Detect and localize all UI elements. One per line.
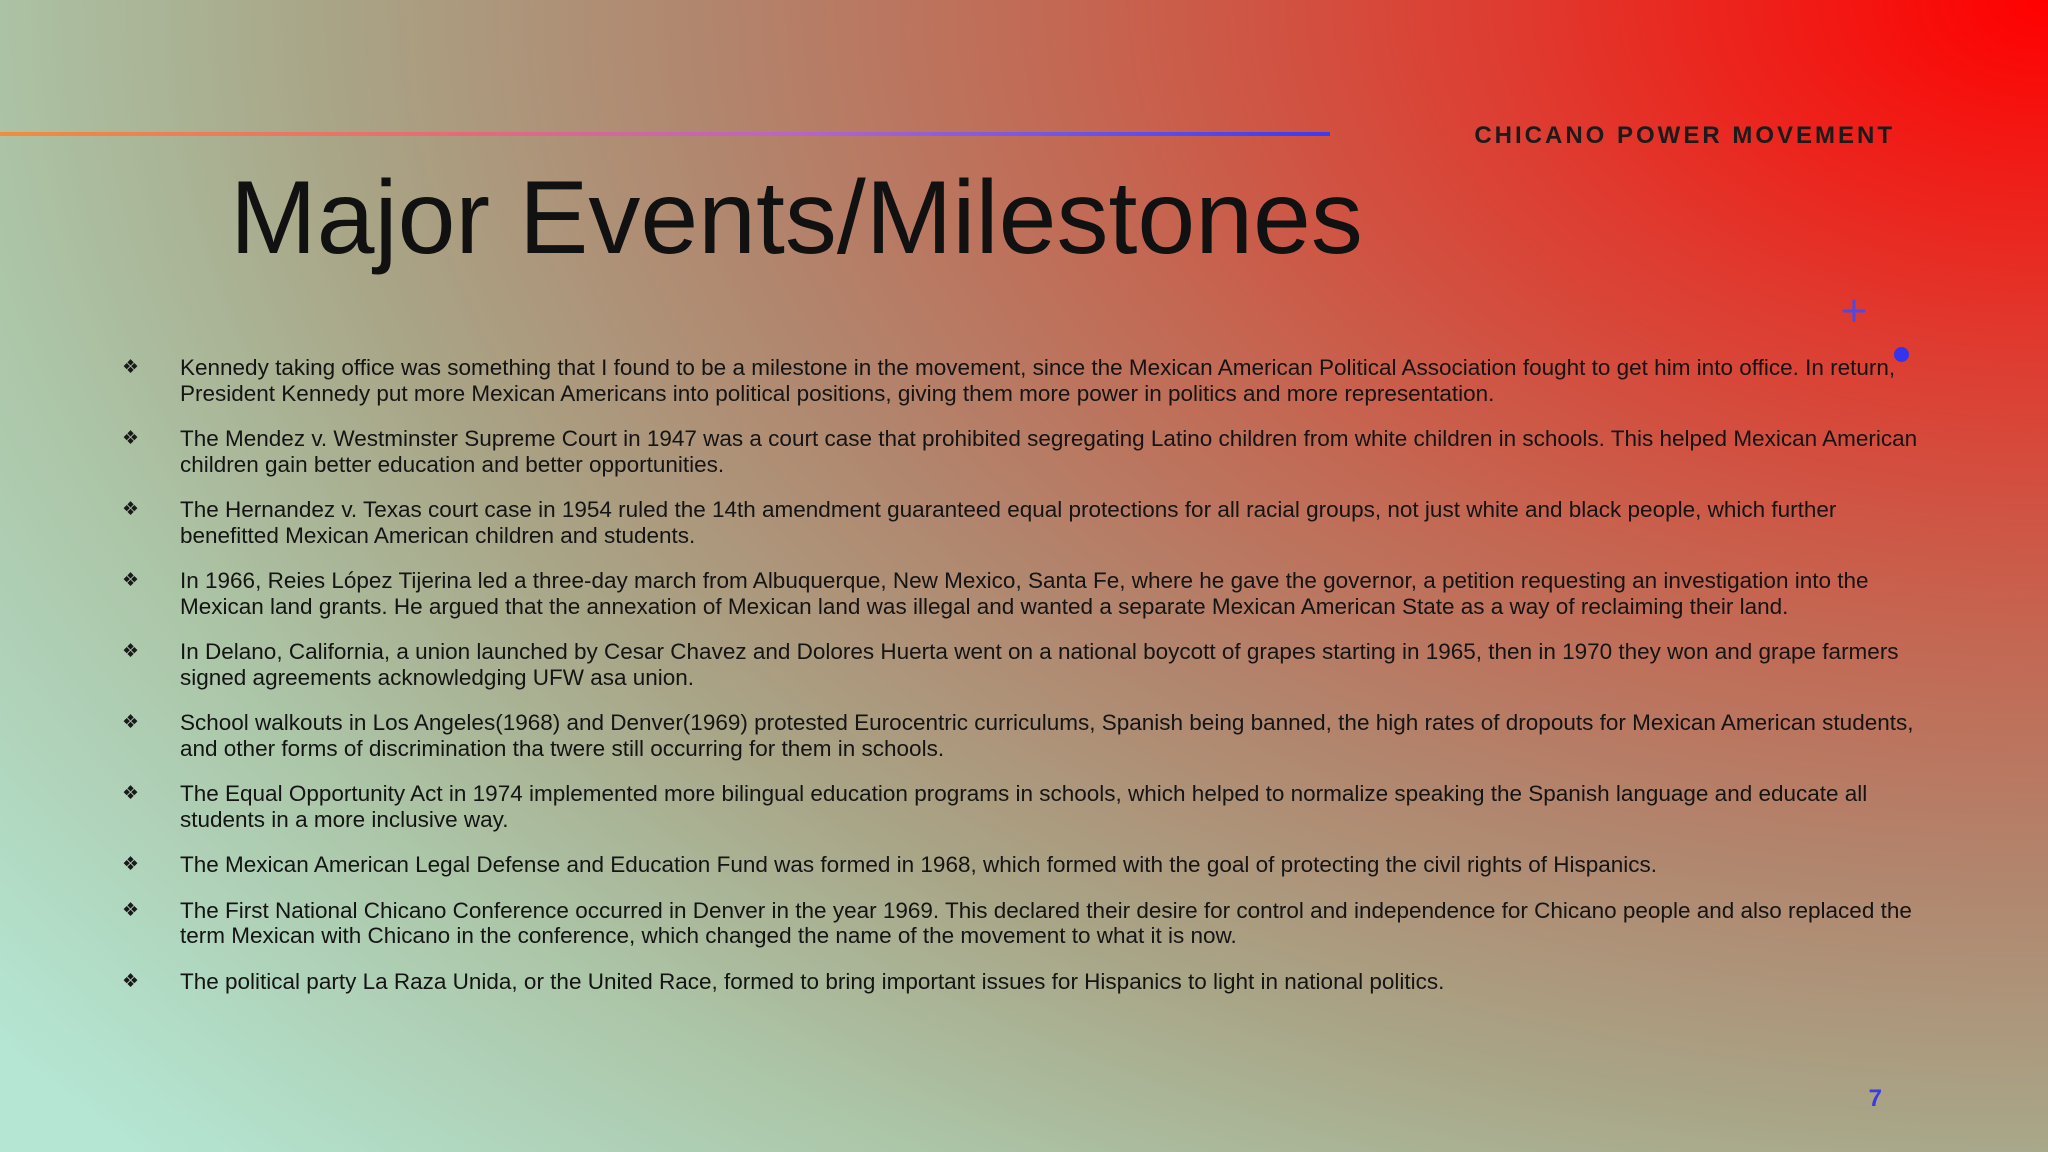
slide-title: Major Events/Milestones <box>230 160 1363 276</box>
diamond-bullet-icon: ❖ <box>122 427 140 449</box>
bullet-item <box>118 898 1918 949</box>
bullet-text: The First National Chicano Conference occurred in Denver in the year 1969. This declared their desire for control and independence for Chicano people and also replaced the term Mexican with Chicano in the conference, which changed the name of the movement to what it is now. <box>180 897 1912 948</box>
page-number: 7 <box>1868 1085 1882 1112</box>
diamond-bullet-icon: ❖ <box>122 498 140 520</box>
bullet-item <box>118 426 1918 477</box>
bullet-text: Kennedy taking office was something that I found to be a milestone in the movement, since the Mexican American Political Association fought to get him into office. In return, President Kennedy put more Mexican Americans into political positions, giving them more power in politics and more representation. <box>180 355 1896 406</box>
bullet-text: In 1966, Reies López Tijerina led a three-day march from Albuquerque, New Mexico, Santa Fe, where he gave the governor, a petition requesting an investigation into the Mexican land grants. He argued that the annexation of Mexican land was illegal and wanted a separate Mexican American State as a way of reclaiming their land. <box>180 568 1869 619</box>
plus-icon: + <box>1838 290 1870 331</box>
bullet-item <box>118 355 1918 406</box>
bullet-list <box>118 355 1918 1014</box>
bullet-item <box>118 710 1918 761</box>
bullet-item <box>118 639 1918 690</box>
bullet-text: The political party La Raza Unida, or the United Race, formed to bring important issues for Hispanics to light in national politics. <box>180 968 1445 994</box>
bullet-item <box>118 497 1918 548</box>
bullet-text: In Delano, California, a union launched by Cesar Chavez and Dolores Huerta went on a national boycott of grapes starting in 1965, then in 1970 they won and grape farmers signed agreements acknowledging UFW asa union. <box>180 639 1899 690</box>
bullet-text: The Mendez v. Westminster Supreme Court in 1947 was a court case that prohibited segregating Latino children from white children in schools. This helped Mexican American children gain better education and better opportunities. <box>180 426 1918 477</box>
bullet-text: School walkouts in Los Angeles(1968) and Denver(1969) protested Eurocentric curriculums, Spanish being banned, the high rates of dropouts for Mexican American students, and other forms of discrimination tha twere still occurring for them in schools. <box>180 710 1914 761</box>
bullet-item <box>118 852 1918 878</box>
diamond-bullet-icon: ❖ <box>122 969 140 992</box>
bullet-text: The Equal Opportunity Act in 1974 implemented more bilingual education programs in schools, which helped to normalize speaking the Spanish language and educate all students in a more inclusive way. <box>180 781 1868 832</box>
diamond-bullet-icon: ❖ <box>122 569 140 591</box>
bullet-item <box>118 781 1918 832</box>
header-label: CHICANO POWER MOVEMENT <box>1474 122 1895 149</box>
bullet-text: The Hernandez v. Texas court case in 1954 ruled the 14th amendment guaranteed equal protections for all racial groups, not just white and black people, which further benefitted Mexican American children and students. <box>180 497 1837 548</box>
bullet-item <box>118 969 1918 995</box>
diamond-bullet-icon: ❖ <box>122 640 140 662</box>
diamond-bullet-icon: ❖ <box>122 782 140 804</box>
diamond-bullet-icon: ❖ <box>122 853 140 875</box>
bullet-text: The Mexican American Legal Defense and Education Fund was formed in 1968, which formed with the goal of protecting the civil rights of Hispanics. <box>180 852 1658 877</box>
bullet-item <box>118 568 1918 619</box>
diamond-bullet-icon: ❖ <box>122 356 140 378</box>
diamond-bullet-icon: ❖ <box>122 898 140 921</box>
top-accent-line <box>0 132 1330 136</box>
diamond-bullet-icon: ❖ <box>122 711 140 733</box>
